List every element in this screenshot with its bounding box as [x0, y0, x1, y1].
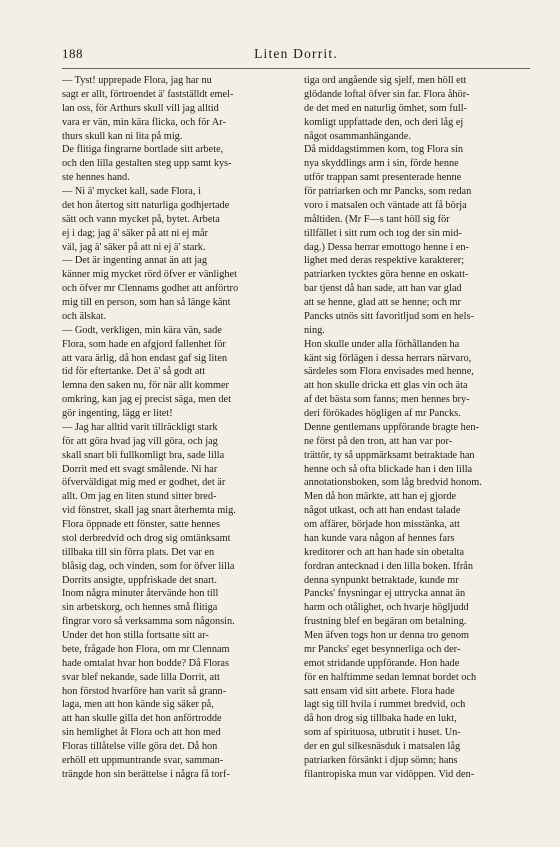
text-line: — Tyst! upprepade Flora, jag har nu [62, 75, 212, 86]
text-line: Men då hon märkte, att han ej gjorde [304, 491, 457, 503]
text-line: erhöll ett uppmuntrande svar, samman- [62, 754, 224, 766]
text-line: — Ni ä' mycket kall, sade Flora, i [62, 186, 201, 197]
text-line: harm och otålighet, och hvarje högljudd [304, 602, 469, 614]
text-line: skall snart bli fullkomligt bra, sade lilla [62, 449, 225, 461]
text-line: ning. [304, 324, 325, 336]
text-line: annotationsboken, som låg bredvid honom. [304, 477, 482, 489]
text-line: känt sig förlägen i dessa herrars närvaro, [304, 352, 472, 364]
text-line: för patriarken och mr Pancks, som redan [304, 186, 472, 197]
text-line: ne först på den tron, att han var por- [304, 435, 453, 447]
text-line: glödande loftal öfver sin far. Flora åhör- [304, 88, 470, 100]
running-head [62, 46, 530, 62]
text-line: som af spirituosa, utbrutit i huset. Un- [304, 727, 461, 739]
text-line: om affärer, började hon misstänka, att [304, 519, 460, 530]
text-line: för att göra hvad jag vill göra, och jag [62, 435, 218, 447]
text-line: ej i dag; jag ä' säker på att ni ej mår [62, 227, 208, 239]
text-line: att han skulle gilla det hon anförtrodde [62, 713, 222, 725]
text-line: Pancks utnös sitt favoritljud som en hels- [304, 310, 474, 322]
text-line: fordran antecknad i den lilla boken. Ifrån [304, 560, 473, 572]
text-line: mig till en person, som han så länge känt [62, 297, 231, 308]
text-line: tid för eftertanke. Det ä' så godt att [62, 366, 206, 378]
text-line: ste hennes hand. [62, 172, 130, 184]
text-line: allt. Om jag en liten stund sitter bred- [62, 491, 217, 503]
text-line: och öfver mr Clennams godhet att anförtro [62, 283, 239, 295]
text-line: emot stridande uppförande. Hon hade [304, 657, 460, 669]
text-line: det hon återtog sitt naturliga godhjertade [62, 199, 230, 211]
text-line: utför trappan samt presenterade henne [304, 172, 462, 184]
text-line: Men äfven togs hon ur denna tro genom [304, 630, 469, 641]
text-line: der en gul silkesnäsduk i matsalen låg [304, 741, 461, 752]
text-line: Dorrit med ett svagt smålende. Ni har [62, 463, 218, 475]
text-line: bete, frågade hon Flora, om mr Clennam [62, 643, 230, 655]
text-line: känner mig mycket rörd öfver er vänlighet [62, 269, 237, 281]
text-line: de det med en naturlig ömhet, som full- [304, 102, 467, 114]
text-line: komligt uppfattade den, och deri låg ej [304, 116, 464, 128]
text-line: hon förstod hvarföre han varit så grann- [62, 685, 227, 697]
running-title: Liten Dorrit. [254, 46, 338, 61]
text-line: Då middagstimmen kom, tog Flora sin [304, 144, 464, 156]
text-line: lan oss, för Arthurs skull vill jag alltid [62, 102, 219, 114]
text-line: han kunde vara någon af hennes fars [304, 532, 455, 544]
text-line: voro i matsalen och väntade att få börja [304, 199, 467, 211]
text-line: — Jag har alltid varit tillräckligt stark [62, 421, 218, 433]
text-line: tillbaka till sin förra plats. Det var en [62, 546, 215, 558]
text-line: fingrar voro så verksamma som någonsin. [62, 616, 235, 628]
text-line: frustning blef en begäran om betalning. [304, 616, 467, 628]
text-line: Floras tillåtelse ville göra det. Då hon [62, 741, 218, 752]
text-line: öfverväldigat mig med er godhet, det är [62, 477, 226, 489]
text-line: blåsig dag, och vinden, som for öfver lilla [62, 560, 235, 572]
text-line: vid fönstret, skall jag snart återhemta mig. [62, 505, 236, 517]
text-line: sin hemlighet åt Flora och att hon med [62, 727, 221, 739]
text-line: att vara ärlig, då hon endast gaf sig liten [62, 352, 227, 364]
text-line: Pancks' fnysningar ej uttrycka annat än [304, 588, 466, 600]
text-line: för en halftimme sedan lemnat bordet och [304, 671, 477, 683]
text-line: något osammanhängande. [304, 130, 411, 142]
text-line: vara er vän, min kära flicka, och för Ar- [62, 116, 226, 128]
text-line: lighet med deras respektive karakterer; [304, 255, 465, 267]
text-line: af det bästa som fanns; men hennes bry- [304, 394, 470, 406]
text-line: måltiden. (Mr F—s tant höll sig för [304, 213, 450, 225]
text-line: trättör, ty så uppmärksamt betraktade han [304, 449, 475, 461]
text-line: sagt er allt, förtroendet ä' fastställdt emel- [62, 88, 234, 100]
left-column [62, 74, 288, 782]
text-line: trängde hon sin berättelse i några få torf- [62, 768, 230, 780]
text-line: thurs skull kan ni lita på mig. [62, 130, 183, 142]
text-line: svar blef nekande, sade lilla Dorrit, att [62, 671, 220, 683]
text-line: deri förökades högligen af mr Pancks. [304, 408, 461, 419]
text-line: mr Pancks' eget besynnerliga och der- [304, 643, 461, 655]
text-line: tillfället i sitt rum och tog der sin mid- [304, 227, 462, 239]
text-line: Denne gentlemans uppförande bragte hen- [304, 421, 479, 433]
text-line: omkring, kan jag ej precist säga, men det [62, 394, 231, 406]
text-line: och den lilla gestalten steg upp samt kys- [62, 158, 232, 170]
page-number: 188 [62, 46, 83, 61]
text-line: något utkast, och att han endast talade [304, 505, 461, 517]
text-line: väl, jag ä' säker på att ni ej ä' stark. [62, 241, 206, 253]
text-line: patriarken tycktes göra henne en oskatt- [304, 269, 469, 281]
text-line: Inom några minuter återvände hon till [62, 588, 219, 600]
text-line: gör ingenting, lägg er litet! [62, 408, 173, 419]
text-line: De flitiga fingrarne bortlade sitt arbete, [62, 144, 224, 156]
text-line: sin arbetskorg, och hennes små flitiga [62, 602, 218, 614]
text-line: bar tjenst då han sade, att han var glad [304, 283, 462, 295]
text-line: satt ensam vid sitt arbete. Flora hade [304, 685, 455, 697]
text-line: lemna den saken nu, för när allt kommer [62, 380, 229, 392]
right-column [304, 74, 530, 782]
text-line: Flora, som hade en afgjord fallenhet för [62, 338, 226, 350]
text-line: henne och så ofta blickade han i den lilla [304, 463, 473, 475]
text-line: denna synpunkt betraktade, kunde mr [304, 574, 459, 586]
text-line: att hon skulle dricka ett glas vin och äta [304, 380, 468, 392]
text-line: Flora öppnade ett fönster, satte hennes [62, 519, 220, 530]
text-columns [62, 74, 530, 834]
text-line: — Det är ingenting annat än att jag [62, 255, 207, 267]
header-rule [62, 68, 530, 69]
text-line: stol derbredvid och drog sig omtänksamt [62, 532, 231, 544]
text-line: laga, men att hon kände sig säker på, [62, 699, 214, 711]
text-line: tiga ord angående sig sjelf, men höll ett [304, 75, 467, 86]
text-line: Under det hon stilla fortsatte sitt ar- [62, 630, 209, 641]
text-line: patriarken försänkt i djup sömn; hans [304, 754, 458, 766]
text-line: nya skyddlings arm i sin, förde henne [304, 158, 459, 170]
text-line: Dorrits ansigte, uppfriskade det snart. [62, 574, 217, 586]
text-line: dag.) Dessa herrar emottogo henne i en- [304, 241, 469, 253]
text-line: filantropiska mun var vidöppen. Vid den- [304, 768, 475, 780]
text-line: att se henne, glad att se henne; och mr [304, 297, 461, 308]
text-line: — Godt, verkligen, min kära vän, sade [62, 324, 222, 336]
text-line: och älskat. [62, 310, 107, 322]
text-line: sätt och vann mycket på, bytet. Arbeta [62, 213, 220, 225]
text-line: då hon drog sig tillbaka hade en lukt, [304, 713, 457, 725]
text-line: Hon skulle under alla förhållanden ha [304, 338, 460, 350]
text-line: hade omtalat hvar hon bodde? Då Floras [62, 657, 229, 669]
text-line: särdeles som Flora envisades med henne, [304, 366, 474, 378]
text-line: kreditorer och att han hade sin obetalta [304, 546, 465, 558]
text-line: lagt sig till hvila i rummet bredvid, och [304, 699, 466, 711]
